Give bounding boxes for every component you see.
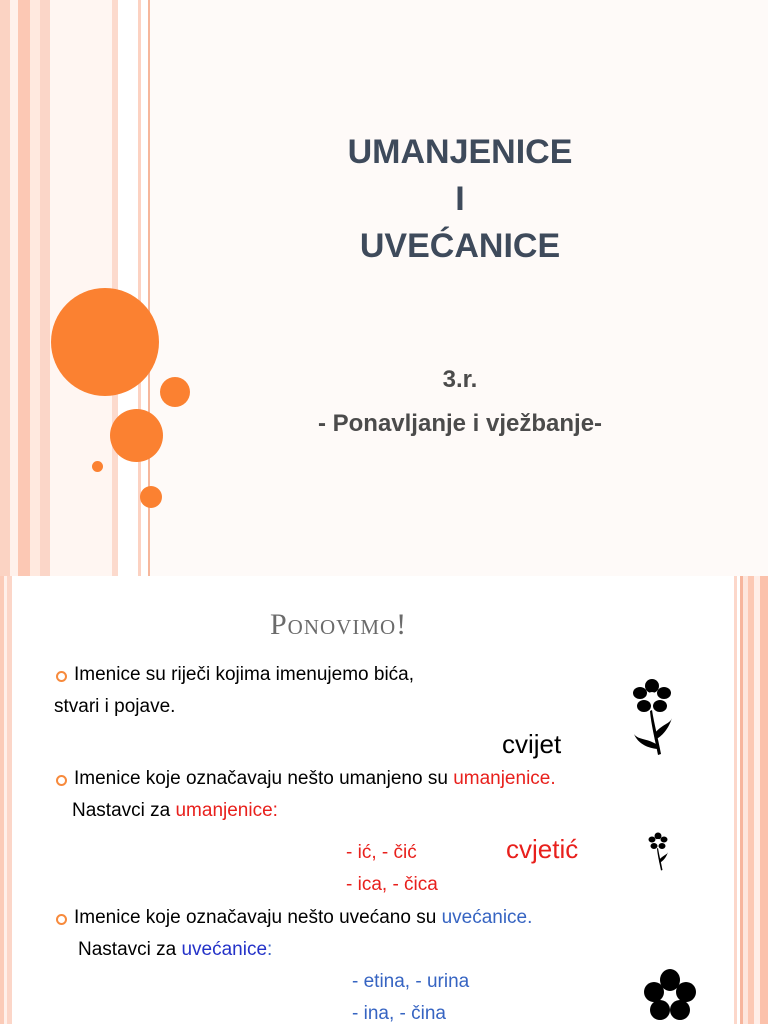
point3-line — [74, 907, 532, 929]
small-circle-decoration-bottom — [140, 486, 162, 508]
point2-line — [74, 768, 556, 790]
decorative-stripes — [0, 0, 150, 576]
bullet-icon — [56, 671, 67, 682]
suffix-augmentative-1-text: - etina, - urina — [352, 971, 470, 992]
point2-prefix: Imenice koje označavaju nešto umanjeno su — [74, 768, 454, 789]
suffix-diminutive-2: - ica, - čica — [346, 874, 438, 895]
medium-circle-decoration — [110, 409, 163, 462]
slide-heading: Ponovimo! — [270, 608, 408, 641]
point3-sub-prefix: Nastavci za — [78, 939, 182, 960]
title-line-2: I — [455, 180, 465, 218]
point1-line1: Imenice su riječi kojima imenujemo bića, — [74, 664, 415, 685]
point1-line2: stvari i pojave. — [54, 696, 176, 717]
point3-prefix: Imenice koje označavaju nešto uvećano su — [74, 907, 442, 928]
small-flower-icon — [646, 832, 670, 872]
title-line-1: UMANJENICE — [347, 133, 573, 171]
left-stripes — [0, 576, 12, 1024]
suffix-augmentative-2-text: - ina, - čina — [352, 1003, 446, 1024]
point3-sub-term: uvećanice — [181, 939, 268, 960]
subtitle: - Ponavljanje i vježbanje- — [317, 410, 603, 437]
suffix-augmentative-1 — [352, 971, 469, 993]
point2-term: umanjenice. — [453, 768, 556, 789]
point3-sub-colon: : — [267, 939, 273, 960]
bullet-icon — [56, 914, 67, 925]
suffix-diminutive-1: - ić, - čić — [346, 842, 417, 863]
content-slide — [0, 576, 768, 1024]
point2-subline — [72, 800, 278, 822]
point3-subline — [78, 939, 272, 961]
large-flower-icon — [644, 968, 696, 1024]
point3-term: uvećanice. — [441, 907, 533, 928]
suffix-augmentative-2 — [352, 1003, 446, 1024]
point2-sub-term: umanjenice: — [175, 800, 278, 821]
tiny-circle-decoration — [92, 461, 103, 472]
point2-sub-prefix: Nastavci za — [72, 800, 176, 821]
flower-icon — [628, 678, 676, 758]
bullet-icon — [56, 775, 67, 786]
example-word: cvijet — [502, 729, 562, 759]
example-diminutive: cvjetić — [506, 834, 579, 864]
right-stripes — [734, 576, 768, 1024]
large-circle-decoration — [51, 288, 159, 396]
grade-label: 3.r. — [442, 366, 478, 393]
title-line-3: UVEĆANICE — [359, 227, 561, 265]
